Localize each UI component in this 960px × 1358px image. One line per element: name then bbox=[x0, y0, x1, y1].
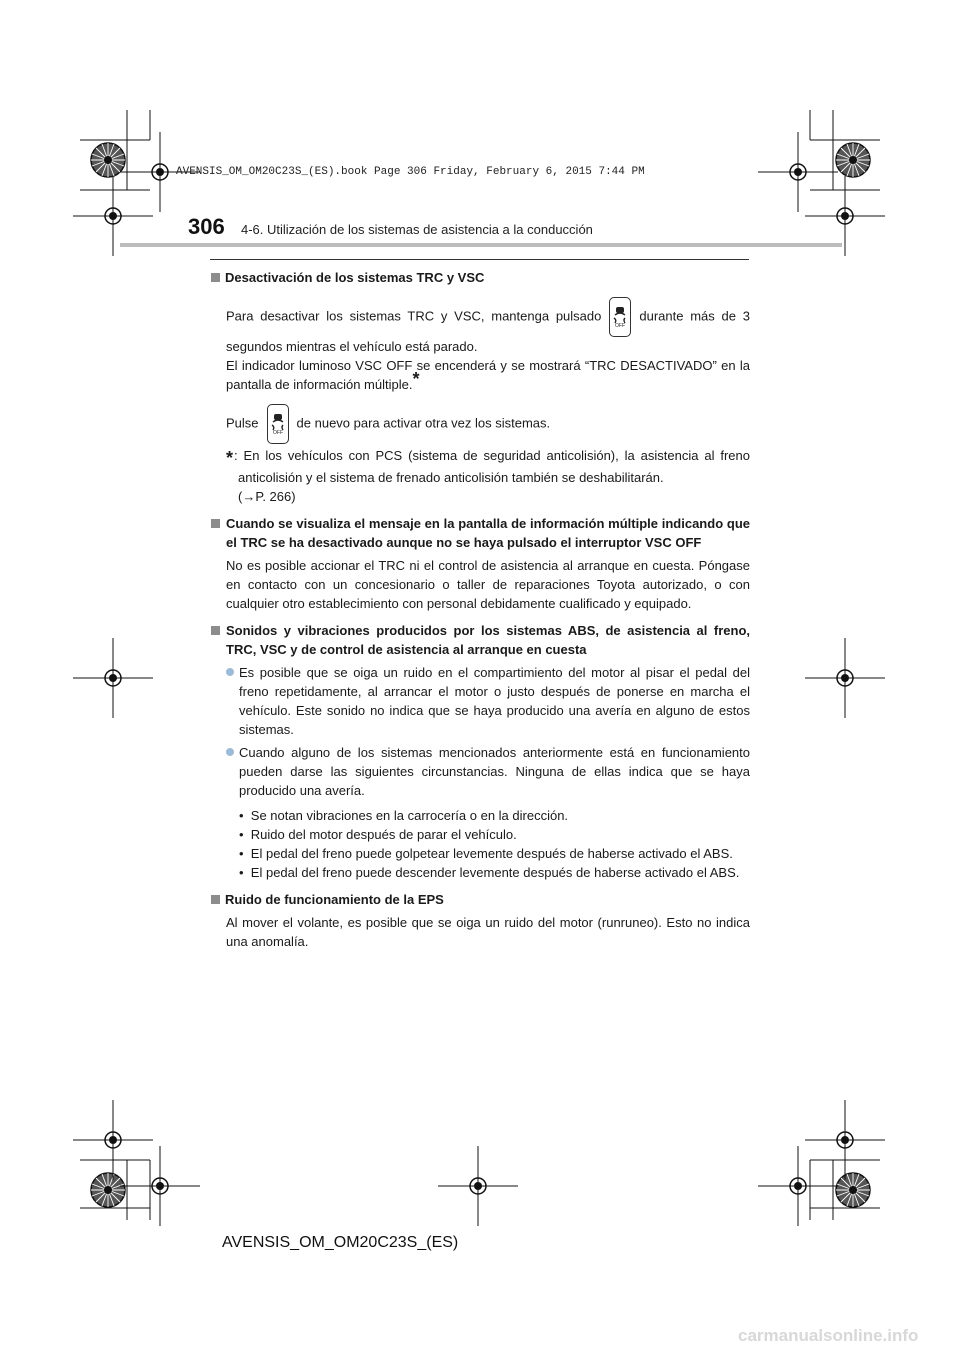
paragraph: Pulse OFF de nuevo para activar otra vez los sistemas. bbox=[226, 404, 750, 444]
paragraph: No es posible accionar el TRC ni el control de asistencia al arranque en cuesta. Póngase en contacto con un concesionario o taller de reparaciones Toyota autorizado, o con cualquier otro establecimiento con personal debidamente cualificado y equipado. bbox=[226, 558, 750, 611]
bullet-dot-icon bbox=[226, 668, 234, 676]
star-target-icon bbox=[836, 1173, 870, 1207]
sub-list bbox=[211, 806, 750, 882]
crosshair-icon bbox=[438, 1146, 518, 1226]
print-info-line: AVENSIS_OM_OM20C23S_(ES).book Page 306 Friday, February 6, 2015 7:44 PM bbox=[176, 166, 645, 178]
header-rule bbox=[120, 243, 842, 247]
vsc-off-switch-icon bbox=[267, 404, 289, 444]
section-heading: Sonidos y vibraciones producidos por los sistemas ABS, de asistencia al freno, TRC, VSC y de control de asistencia al arranque en cuesta bbox=[211, 621, 750, 659]
sub-list-item: • El pedal del freno puede descender levemente después de haberse activado el ABS. bbox=[239, 865, 740, 880]
sub-list-item: • Ruido del motor después de parar el vehículo. bbox=[239, 827, 517, 842]
section-title: 4-6. Utilización de los sistemas de asistencia a la conducción bbox=[241, 222, 593, 237]
paragraph: El indicador luminoso VSC OFF se encenderá y se mostrará “TRC DESACTIVADO” en la pantalla de información múltiple.* bbox=[226, 358, 750, 392]
section-heading: Ruido de funcionamiento de la EPS bbox=[211, 890, 750, 909]
svg-text:OFF: OFF bbox=[272, 430, 283, 435]
section-heading: Cuando se visualiza el mensaje en la pantalla de información múltiple indicando que el TRC se ha desactivado aunque no se haya pulsado el interruptor VSC OFF bbox=[211, 514, 750, 552]
heading-square-icon bbox=[211, 273, 220, 282]
star-target-icon bbox=[836, 143, 870, 177]
document-code: AVENSIS_OM_OM20C23S_(ES) bbox=[222, 1234, 459, 1251]
vsc-off-switch-icon bbox=[609, 297, 631, 337]
crosshair-icon bbox=[73, 638, 153, 718]
list-item: Cuando alguno de los sistemas mencionados anteriormente está en funcionamiento pueden darse las siguientes circunstancias. Ninguna de ellas indica que se haya producido una avería. bbox=[226, 743, 750, 800]
bullet-dot-icon bbox=[226, 748, 234, 756]
svg-text:OFF: OFF bbox=[615, 323, 626, 328]
star-target-icon bbox=[91, 143, 125, 177]
watermark: carmanualsonline.info bbox=[738, 1326, 919, 1345]
page-reference: (→P. 266) bbox=[238, 489, 296, 504]
sub-list-item: • El pedal del freno puede golpetear levemente después de haberse activado el ABS. bbox=[239, 846, 733, 861]
crosshair-icon bbox=[805, 638, 885, 718]
crosshair-icon bbox=[805, 1100, 885, 1180]
heading-square-icon bbox=[211, 519, 220, 528]
page-content bbox=[211, 268, 750, 951]
paragraph: Para desactivar los sistemas TRC y VSC, mantenga pulsado OFF durante más de 3 segundos mientras el vehículo está parado. bbox=[226, 297, 750, 356]
crosshair-icon bbox=[120, 1146, 200, 1226]
content-rule bbox=[210, 259, 749, 260]
page-number: 306 bbox=[188, 214, 225, 239]
footnote: *: En los vehículos con PCS (sistema de seguridad anticolisión), la asistencia al freno anticolisión y el sistema de frenado anticolisión también se deshabilitarán. (→P. 266) bbox=[226, 448, 750, 504]
crosshair-icon bbox=[73, 1100, 153, 1180]
heading-square-icon bbox=[211, 895, 220, 904]
sub-list-item: • Se notan vibraciones en la carrocería o en la dirección. bbox=[239, 808, 569, 823]
crosshair-icon bbox=[758, 132, 838, 212]
section-heading: Desactivación de los sistemas TRC y VSC bbox=[211, 268, 750, 287]
crosshair-icon bbox=[758, 1146, 838, 1226]
heading-square-icon bbox=[211, 626, 220, 635]
list-item: Es posible que se oiga un ruido en el compartimiento del motor al pisar el pedal del freno repetidamente, al arrancar el motor o justo después de ponerse en marcha el vehículo. Este sonido no indica que se haya producido una avería en alguno de estos sistemas. bbox=[226, 663, 750, 739]
star-target-icon bbox=[91, 1173, 125, 1207]
paragraph: Al mover el volante, es posible que se oiga un ruido del motor (runruneo). Esto no indica una anomalía. bbox=[226, 915, 750, 949]
